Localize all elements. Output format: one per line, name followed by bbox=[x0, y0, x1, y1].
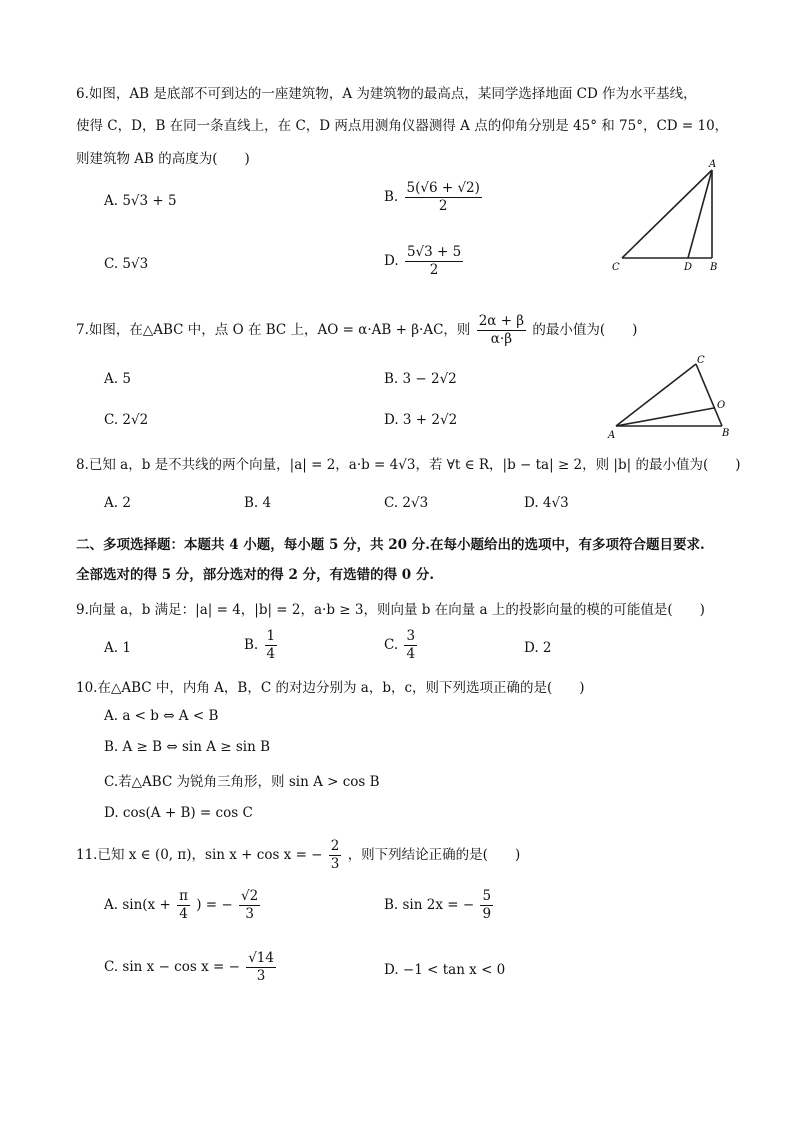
q6-fig-label-d: D bbox=[684, 262, 693, 273]
q11-option-c-denominator: 3 bbox=[256, 967, 266, 984]
q7-fig-line-ac bbox=[616, 364, 696, 426]
q9-option-a[interactable]: A. 1 bbox=[104, 640, 131, 656]
q11-option-b-fraction bbox=[480, 888, 493, 923]
q9-option-c-denominator: 4 bbox=[406, 645, 416, 662]
q6-stem-line3: 则建筑物 AB 的高度为( ) bbox=[76, 151, 250, 167]
q10-option-a[interactable]: A. a < b ⇔ A < B bbox=[104, 708, 219, 724]
q6-option-d-label: D. bbox=[384, 252, 399, 269]
q11-option-c-numerator: √14 bbox=[248, 950, 274, 966]
q11-option-c-pre: C. sin x − cos x = − bbox=[104, 958, 240, 975]
q6-option-a[interactable]: A. 5√3 + 5 bbox=[104, 193, 177, 209]
q7-fig-line-ao bbox=[616, 408, 714, 426]
section2-heading-line1: 二、多项选择题：本题共 4 小题，每小题 5 分，共 20 分.在每小题给出的选项中，有多项符合题目要求. bbox=[76, 537, 705, 553]
q6-option-d-fraction bbox=[405, 244, 463, 279]
q6-option-b-numerator: 5(√6 + √2) bbox=[406, 180, 480, 196]
q6-option-c[interactable]: C. 5√3 bbox=[104, 256, 149, 272]
q9-option-c-fraction bbox=[404, 628, 417, 663]
q11-option-c[interactable] bbox=[104, 950, 278, 985]
q8-option-b[interactable]: B. 4 bbox=[244, 495, 272, 511]
q9-option-d[interactable]: D. 2 bbox=[524, 640, 552, 656]
q6-stem-line2: 使得 C，D，B 在同一条直线上，在 C，D 两点用测角仪器测得 A 点的仰角分别是 45° 和 75°，CD = 10， bbox=[76, 118, 729, 134]
section2-heading-line2: 全部选对的得 5 分，部分选对的得 2 分，有选错的得 0 分. bbox=[76, 567, 435, 583]
q7-fig-label-c: C bbox=[697, 355, 705, 366]
q6-option-b-label: B. bbox=[384, 188, 399, 205]
q11-option-c-fraction bbox=[246, 950, 276, 985]
q7-stem-post: 的最小值为( ) bbox=[532, 321, 638, 338]
q11-stem-numerator: 2 bbox=[330, 838, 340, 854]
q10-option-d[interactable]: D. cos(A + B) = cos C bbox=[104, 805, 253, 821]
q10-option-c[interactable]: C.若△ABC 为锐角三角形，则 sin A > cos B bbox=[104, 774, 380, 790]
q7-fig-label-b: B bbox=[722, 428, 730, 439]
q7-option-b[interactable]: B. 3 − 2√2 bbox=[384, 371, 457, 387]
q8-option-d[interactable]: D. 4√3 bbox=[524, 495, 569, 511]
q7-figure-triangle bbox=[604, 354, 734, 440]
q6-option-b-fraction bbox=[405, 180, 482, 215]
q11-option-a-inner-numerator: π bbox=[179, 888, 188, 904]
q7-stem-denominator: α·β bbox=[490, 330, 513, 347]
q6-option-b[interactable] bbox=[384, 180, 484, 215]
q11-option-b-denominator: 9 bbox=[482, 905, 492, 922]
q7-stem-fraction bbox=[477, 313, 526, 348]
q11-stem bbox=[76, 838, 520, 873]
q9-option-c[interactable] bbox=[384, 628, 419, 663]
q6-option-d[interactable] bbox=[384, 244, 465, 279]
q7-option-d[interactable]: D. 3 + 2√2 bbox=[384, 412, 458, 428]
q11-stem-denominator: 3 bbox=[330, 855, 340, 872]
q8-stem: 8.已知 a，b 是不共线的两个向量，|a| = 2，a·b = 4√3，若 ∀t ∈ R，|b − ta| ≥ 2，则 |b| 的最小值为( ) bbox=[76, 457, 741, 473]
q6-option-d-denominator: 2 bbox=[429, 261, 439, 278]
q11-option-b-pre: B. sin 2x = − bbox=[384, 896, 475, 913]
q6-figure-triangle bbox=[604, 158, 724, 276]
q11-option-a-denominator: 3 bbox=[245, 905, 254, 922]
q7-fig-line-cb bbox=[696, 364, 722, 426]
q7-fig-label-o: O bbox=[717, 400, 726, 411]
q6-fig-line-da bbox=[688, 170, 712, 258]
q7-option-a[interactable]: A. 5 bbox=[104, 371, 131, 387]
q9-option-b-denominator: 4 bbox=[266, 645, 276, 662]
q11-option-a-inner-denominator: 4 bbox=[179, 905, 188, 922]
q9-option-c-label: C. bbox=[384, 636, 399, 653]
q10-option-b[interactable]: B. A ≥ B ⇔ sin A ≥ sin B bbox=[104, 739, 270, 755]
q9-option-b-label: B. bbox=[244, 636, 259, 653]
q6-option-b-denominator: 2 bbox=[438, 197, 448, 214]
q7-stem-numerator: 2α + β bbox=[478, 313, 525, 329]
q11-option-a-mid: ) = − bbox=[196, 896, 233, 913]
q6-stem-line1: 6.如图，AB 是底部不可到达的一座建筑物，A 为建筑物的最高点，某同学选择地面 CD 作为水平基线， bbox=[76, 86, 697, 102]
q9-option-b[interactable] bbox=[244, 628, 279, 663]
q8-option-a[interactable]: A. 2 bbox=[104, 495, 131, 511]
q6-option-d-numerator: 5√3 + 5 bbox=[406, 244, 462, 260]
q11-stem-fraction bbox=[329, 838, 342, 873]
q6-fig-label-c: C bbox=[612, 262, 620, 273]
q11-option-a-numerator: √2 bbox=[241, 888, 259, 904]
q7-stem bbox=[76, 313, 637, 348]
q10-stem: 10.在△ABC 中，内角 A，B，C 的对边分别为 a，b，c，则下列选项正确的是( ) bbox=[76, 680, 585, 696]
q9-option-b-numerator: 1 bbox=[266, 628, 276, 644]
q7-fig-label-a: A bbox=[608, 430, 616, 440]
q9-stem: 9.向量 a，b 满足：|a| = 4，|b| = 2，a·b ≥ 3，则向量 b 在向量 a 上的投影向量的模的可能值是( ) bbox=[76, 602, 705, 618]
q8-option-c[interactable]: C. 2√3 bbox=[384, 495, 429, 511]
q7-stem-pre: 7.如图，在△ABC 中，点 O 在 BC 上，AO = α·AB + β·AC，则 bbox=[76, 321, 471, 338]
q6-fig-line-ca bbox=[622, 170, 712, 258]
q7-option-c[interactable]: C. 2√2 bbox=[104, 412, 149, 428]
q11-option-d[interactable]: D. −1 < tan x < 0 bbox=[384, 962, 506, 978]
q11-option-b-numerator: 5 bbox=[482, 888, 492, 904]
q11-option-a-inner-fraction bbox=[177, 888, 190, 923]
q11-option-a[interactable] bbox=[104, 888, 262, 923]
q11-option-a-pre: A. sin(x + bbox=[104, 896, 171, 913]
q6-fig-label-b: B bbox=[710, 262, 718, 273]
q11-option-a-fraction bbox=[239, 888, 260, 923]
q6-fig-label-a: A bbox=[709, 159, 717, 170]
q11-stem-post: ，则下列结论正确的是( ) bbox=[347, 846, 521, 863]
q11-option-b[interactable] bbox=[384, 888, 495, 923]
q9-option-c-numerator: 3 bbox=[406, 628, 416, 644]
q11-stem-pre: 11.已知 x ∈ (0, π)，sin x + cos x = − bbox=[76, 846, 323, 863]
q9-option-b-fraction bbox=[265, 628, 278, 663]
